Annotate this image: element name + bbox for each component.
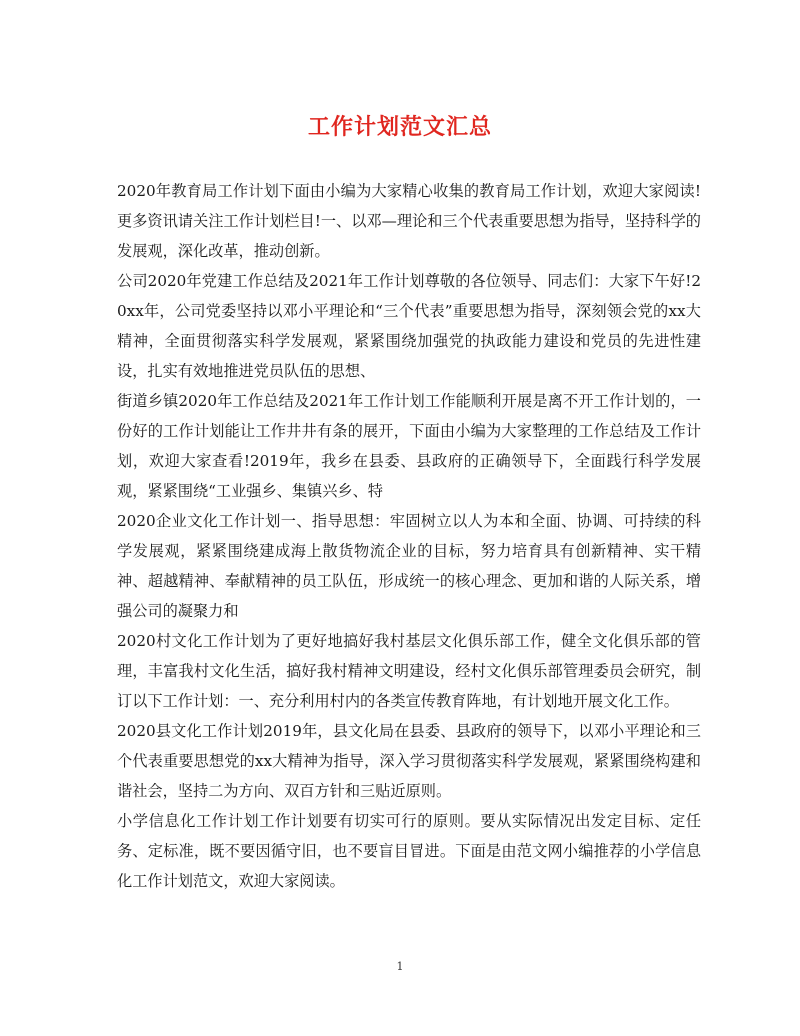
paragraph-township-work-summary: 街道乡镇2020年工作总结及2021年工作计划工作能顺利开展是离不开工作计划的，一份好的工作计划能让工作井井有条的展开，下面由小编为大家整理的工作总结及工作计划，欢迎大家查看!2019年，我乡在县委、县政府的正确领导下，全面践行科学发展观，紧紧围绕“工业强乡、集镇兴乡、特 (117, 392, 701, 500)
paragraph-county-culture-plan: 2020县文化工作计划2019年，县文化局在县委、县政府的领导下，以邓小平理论和三个代表重要思想党的xx大精神为指导，深入学习贯彻落实科学发展观，紧紧围绕构建和谐社会，坚持二为方向、双百方针和三贴近原则。 (117, 722, 701, 800)
document-title: 工作计划范文汇总 (307, 115, 492, 140)
paragraph-corporate-culture-plan: 2020企业文化工作计划一、指导思想：牢固树立以人为本和全面、协调、可持续的科学发展观，紧紧围绕建成海上散货物流企业的目标，努力培育具有创新精神、实干精神、超越精神、奉献精神的员工队伍，形成统一的核心理念、更加和谐的人际关系，增强公司的凝聚力和 (117, 512, 701, 620)
paragraph-education-bureau-plan: 2020年教育局工作计划下面由小编为大家精心收集的教育局工作计划，欢迎大家阅读!更多资讯请关注工作计划栏目!一、以邓—理论和三个代表重要思想为指导，坚持科学的发展观，深化改革，推动创新。 (117, 182, 701, 260)
document-body (117, 176, 701, 896)
page-number: 1 (396, 960, 404, 973)
paragraph-village-culture-plan: 2020村文化工作计划为了更好地搞好我村基层文化俱乐部工作，健全文化俱乐部的管理，丰富我村文化生活，搞好我村精神文明建设，经村文化俱乐部管理委员会研究，制订以下工作计划：一、充分利用村内的各类宣传教育阵地，有计划地开展文化工作。 (117, 632, 701, 710)
paragraph-school-it-plan: 小学信息化工作计划工作计划要有切实可行的原则。要从实际情况出发定目标、定任务、定标准，既不要因循守旧，也不要盲目冒进。下面是由范文网小编推荐的小学信息化工作计划范文，欢迎大家阅读。 (117, 812, 701, 890)
paragraph-company-party-building: 公司2020年党建工作总结及2021年工作计划尊敬的各位领导、同志们：大家下午好!20xx年，公司党委坚持以邓小平理论和“三个代表”重要思想为指导，深刻领会党的xx大精神，全面贯彻落实科学发展观，紧紧围绕加强党的执政能力建设和党员的先进性建设，扎实有效地推进党员队伍的思想、 (117, 272, 701, 380)
